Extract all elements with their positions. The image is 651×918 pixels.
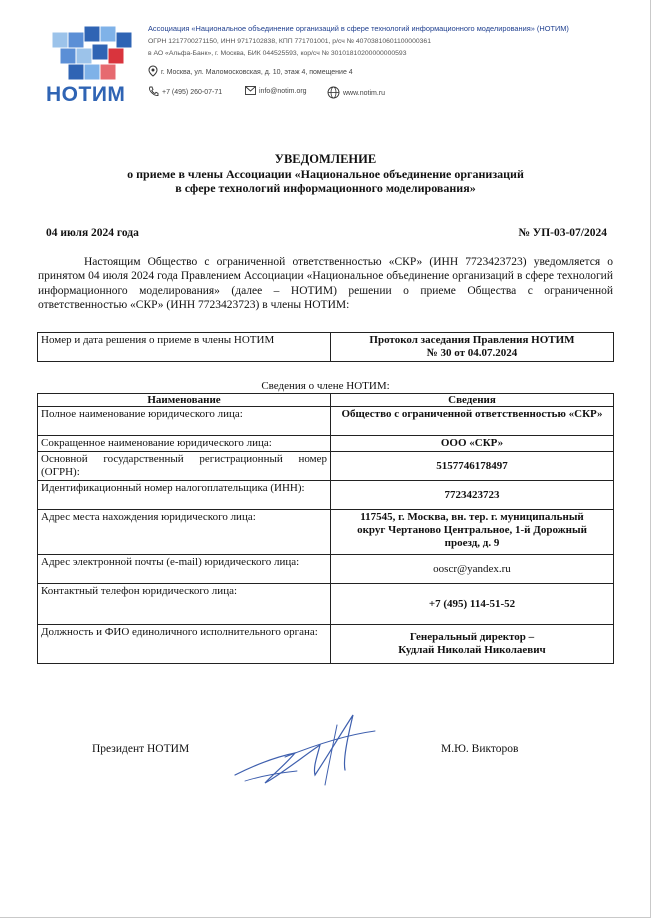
row-value[interactable]: ooscr@yandex.ru [331, 555, 614, 584]
row-value: 5157746178497 [331, 452, 614, 481]
globe-icon [327, 86, 340, 101]
table-row [38, 584, 614, 625]
row-value: Общество с ограниченной ответственностью «СКР» [331, 407, 614, 436]
handwritten-signature [225, 705, 385, 795]
org-full-name: Ассоциация «Национальное объединение организаций в сфере технологий информационного моделирования» (НОТИМ) [148, 24, 569, 33]
requisites-line-1: ОГРН 1217700271150, ИНН 9717102838, КПП 771701001, р/сч № 40703810601100000361 [148, 38, 431, 45]
row-label: Сокращенное наименование юридического лица: [38, 436, 331, 452]
header-name: Наименование [38, 394, 331, 407]
document-subtitle-line-2: в сфере технологий информационного моделирования» [175, 181, 476, 195]
member-table-caption: Сведения о члене НОТИМ: [261, 380, 390, 392]
table-row [38, 555, 614, 584]
table-header-row [38, 394, 614, 407]
decision-value-line-2: № 30 от 04.07.2024 [426, 347, 518, 359]
email-icon [245, 86, 256, 97]
phone-icon [148, 86, 159, 99]
decision-table [37, 332, 614, 362]
row-label: Должность и ФИО единоличного исполнительного органа: [38, 625, 331, 664]
document-title: УВЕДОМЛЕНИЕ [274, 152, 377, 166]
table-row [38, 407, 614, 436]
decision-value [331, 333, 614, 362]
address-text: г. Москва, ул. Маломосковская, д. 10, этаж 4, помещение 4 [161, 68, 353, 76]
table-row [38, 625, 614, 664]
site-text[interactable]: www.notim.ru [343, 90, 386, 97]
document-date: 04 июля 2024 года [46, 227, 139, 239]
signatory-name: М.Ю. Викторов [441, 743, 519, 755]
logo-text: НОТИМ [46, 83, 126, 106]
decision-label: Номер и дата решения о приеме в члены НОТИМ [38, 333, 331, 362]
row-label: Полное наименование юридического лица: [38, 407, 331, 436]
row-label: Основной государственный регистрационный номер (ОГРН): [38, 452, 331, 481]
row-value: 117545, г. Москва, вн. тер. г. муниципальный округ Чертаново Центральное, 1-й Дорожный проезд, д. 9 [331, 510, 614, 555]
email-contact [245, 86, 307, 97]
director-title: Генеральный директор – [409, 631, 535, 643]
decision-value-line-1: Протокол заседания Правления НОТИМ [369, 334, 575, 346]
row-value: +7 (495) 114-51-52 [331, 584, 614, 625]
member-table [37, 393, 614, 664]
location-icon [148, 65, 158, 79]
row-value: 7723423723 [331, 481, 614, 510]
document-number: № УП-03-07/2024 [518, 227, 607, 239]
table-row [38, 510, 614, 555]
table-row [38, 436, 614, 452]
document-subtitle-line-1: о приеме в члены Ассоциации «Национальное объединение организаций [127, 167, 524, 181]
row-label: Контактный телефон юридического лица: [38, 584, 331, 625]
signatory-position: Президент НОТИМ [92, 743, 190, 755]
notice-paragraph: Настоящим Общество с ограниченной ответственностью «СКР» (ИНН 7723423723) уведомляется о принятом 04 июля 2024 года Правлением Ассоциации «Национальное объединение организаций в сфере технологий информационного моделирования» (далее – НОТИМ) решении о приеме Общества с ограниченной ответственностью «СКР» (ИНН 7723423723) в члены НОТИМ: [38, 256, 613, 311]
director-name: Кудлай Николай Николаевич [398, 644, 546, 656]
phone-text: +7 (495) 260-07-71 [162, 89, 223, 96]
row-value [331, 625, 614, 664]
phone-contact [148, 86, 222, 99]
site-contact [327, 86, 385, 101]
email-text[interactable]: info@notim.org [259, 88, 307, 95]
row-label: Адрес электронной почты (e-mail) юридического лица: [38, 555, 331, 584]
address-line [148, 65, 353, 79]
table-row [38, 452, 614, 481]
requisites-line-2: в АО «Альфа-Банк», г. Москва, БИК 044525593, кор/сч № 30101810200000000593 [148, 50, 407, 57]
row-value: ООО «СКР» [331, 436, 614, 452]
table-row [38, 481, 614, 510]
header-info: Сведения [331, 394, 614, 407]
row-label: Адрес места нахождения юридического лица: [38, 510, 331, 555]
row-label: Идентификационный номер налогоплательщика (ИНН): [38, 481, 331, 510]
